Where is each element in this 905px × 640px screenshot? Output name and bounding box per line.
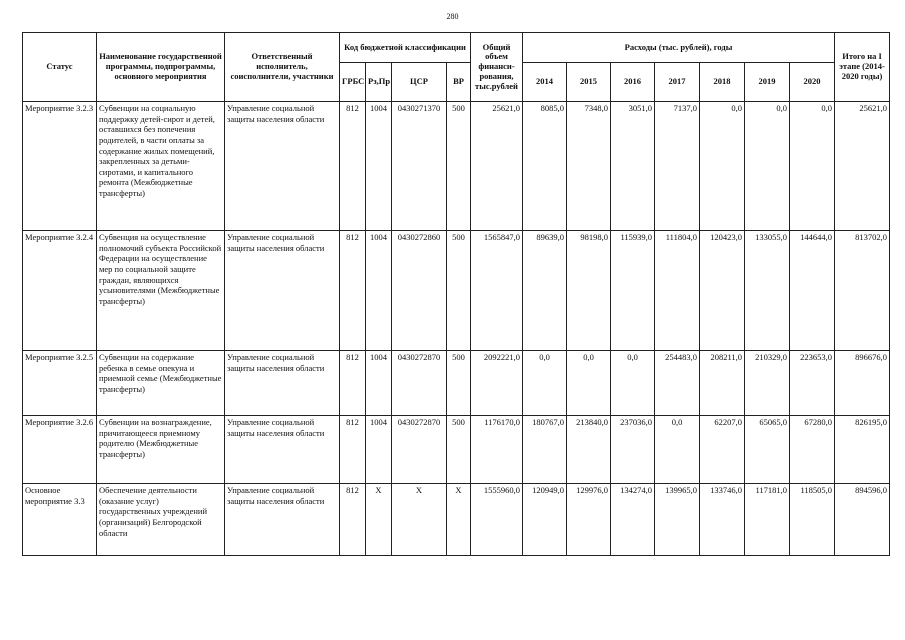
- row-year-value: 180767,0: [523, 416, 567, 484]
- row-year-value: 120949,0: [523, 484, 567, 556]
- row-year-value: 118505,0: [790, 484, 835, 556]
- header-budget-code: Код бюджетной классификации: [340, 33, 471, 63]
- header-rzpr: Рз,Пр: [366, 63, 392, 102]
- row-year-value: 144644,0: [790, 231, 835, 351]
- header-total-volume: Общий объем финанси-рования, тыс.рублей: [471, 33, 523, 102]
- row-vr: 500: [447, 102, 471, 231]
- row-name: Субвенции на содержание ребенка в семье опекуна и приемной семье (Межбюджетные трансферты): [97, 351, 225, 416]
- row-csr: 0430272870: [392, 351, 447, 416]
- row-year-value: 117181,0: [745, 484, 790, 556]
- row-stage-total: 826195,0: [835, 416, 890, 484]
- row-grbs: 812: [340, 231, 366, 351]
- row-grbs: 812: [340, 416, 366, 484]
- row-csr: 0430271370: [392, 102, 447, 231]
- row-name: Субвенции на вознаграждение, причитающееся приемному родителю (Межбюджетные трансферты): [97, 416, 225, 484]
- row-total: 1565847,0: [471, 231, 523, 351]
- header-year: 2019: [745, 63, 790, 102]
- row-rzpr: 1004: [366, 416, 392, 484]
- row-year-value: 129976,0: [567, 484, 611, 556]
- row-status: Мероприятие 3.2.6: [23, 416, 97, 484]
- table-row: [23, 484, 890, 556]
- row-grbs: 812: [340, 102, 366, 231]
- row-stage-total: 896676,0: [835, 351, 890, 416]
- row-year-value: 0,0: [655, 416, 700, 484]
- table-row: [23, 231, 890, 351]
- row-name: Субвенция на осуществление полномочий субъекта Российской Федерации на осуществление мер по социальной защите граждан, являющихся усыновителями (Межбюджетные трансферты): [97, 231, 225, 351]
- row-year-value: 223653,0: [790, 351, 835, 416]
- row-year-value: 210329,0: [745, 351, 790, 416]
- row-executor: Управление социальной защиты населения области: [225, 231, 340, 351]
- header-name: Наименование государственной программы, подпрограммы, основного мероприятия: [97, 33, 225, 102]
- row-stage-total: 813702,0: [835, 231, 890, 351]
- row-year-value: 133746,0: [700, 484, 745, 556]
- row-year-value: 65065,0: [745, 416, 790, 484]
- budget-table: [22, 32, 890, 556]
- header-expenses: Расходы (тыс. рублей), годы: [523, 33, 835, 63]
- row-total: 1176170,0: [471, 416, 523, 484]
- table-row: [23, 351, 890, 416]
- row-total: 2092221,0: [471, 351, 523, 416]
- row-year-value: 0,0: [611, 351, 655, 416]
- row-name: Субвенции на социальную поддержку детей-сирот и детей, оставшихся без попечения родителей, в части оплаты за содержание жилых помещений, закрепленных за детьми-сиротами, и капитального ремонта (Межбюджетные трансферты): [97, 102, 225, 231]
- row-year-value: 67280,0: [790, 416, 835, 484]
- row-stage-total: 25621,0: [835, 102, 890, 231]
- row-vr: 500: [447, 416, 471, 484]
- header-vr: ВР: [447, 63, 471, 102]
- row-grbs: 812: [340, 484, 366, 556]
- row-rzpr: 1004: [366, 351, 392, 416]
- row-year-value: 139965,0: [655, 484, 700, 556]
- row-total: 1555960,0: [471, 484, 523, 556]
- row-year-value: 0,0: [745, 102, 790, 231]
- page-number: 280: [446, 12, 459, 21]
- row-executor: Управление социальной защиты населения области: [225, 102, 340, 231]
- row-csr: 0430272870: [392, 416, 447, 484]
- row-vr: Х: [447, 484, 471, 556]
- row-year-value: 115939,0: [611, 231, 655, 351]
- row-year-value: 62207,0: [700, 416, 745, 484]
- row-year-value: 120423,0: [700, 231, 745, 351]
- row-year-value: 0,0: [700, 102, 745, 231]
- row-rzpr: 1004: [366, 231, 392, 351]
- row-year-value: 7137,0: [655, 102, 700, 231]
- row-status: Мероприятие 3.2.3: [23, 102, 97, 231]
- header-year: 2020: [790, 63, 835, 102]
- table-row: [23, 102, 890, 231]
- row-csr: 0430272860: [392, 231, 447, 351]
- row-year-value: 0,0: [523, 351, 567, 416]
- row-status: Основное мероприятие 3.3: [23, 484, 97, 556]
- row-status: Мероприятие 3.2.5: [23, 351, 97, 416]
- row-year-value: 7348,0: [567, 102, 611, 231]
- row-status: Мероприятие 3.2.4: [23, 231, 97, 351]
- row-year-value: 133055,0: [745, 231, 790, 351]
- header-stage-total: Итого на I этапе (2014-2020 годы): [835, 33, 890, 102]
- row-vr: 500: [447, 351, 471, 416]
- table-row: [23, 416, 890, 484]
- row-executor: Управление социальной защиты населения области: [225, 484, 340, 556]
- row-year-value: 237036,0: [611, 416, 655, 484]
- header-status: Статус: [23, 33, 97, 102]
- row-name: Обеспечение деятельности (оказание услуг) государственных учреждений (организаций) Белгородской области: [97, 484, 225, 556]
- header-csr: ЦСР: [392, 63, 447, 102]
- row-executor: Управление социальной защиты населения области: [225, 416, 340, 484]
- row-total: 25621,0: [471, 102, 523, 231]
- header-year: 2018: [700, 63, 745, 102]
- row-rzpr: 1004: [366, 102, 392, 231]
- header-grbs: ГРБС: [340, 63, 366, 102]
- row-year-value: 8085,0: [523, 102, 567, 231]
- row-year-value: 89639,0: [523, 231, 567, 351]
- row-year-value: 213840,0: [567, 416, 611, 484]
- row-stage-total: 894596,0: [835, 484, 890, 556]
- row-year-value: 0,0: [790, 102, 835, 231]
- row-year-value: 0,0: [567, 351, 611, 416]
- row-year-value: 134274,0: [611, 484, 655, 556]
- row-grbs: 812: [340, 351, 366, 416]
- header-executor: Ответственный исполнитель, соисполнители, участники: [225, 33, 340, 102]
- row-year-value: 98198,0: [567, 231, 611, 351]
- header-year: 2014: [523, 63, 567, 102]
- row-year-value: 3051,0: [611, 102, 655, 231]
- header-year: 2016: [611, 63, 655, 102]
- header-year: 2015: [567, 63, 611, 102]
- row-year-value: 111804,0: [655, 231, 700, 351]
- row-rzpr: Х: [366, 484, 392, 556]
- row-year-value: 208211,0: [700, 351, 745, 416]
- row-executor: Управление социальной защиты населения области: [225, 351, 340, 416]
- row-year-value: 254483,0: [655, 351, 700, 416]
- row-vr: 500: [447, 231, 471, 351]
- header-year: 2017: [655, 63, 700, 102]
- row-csr: Х: [392, 484, 447, 556]
